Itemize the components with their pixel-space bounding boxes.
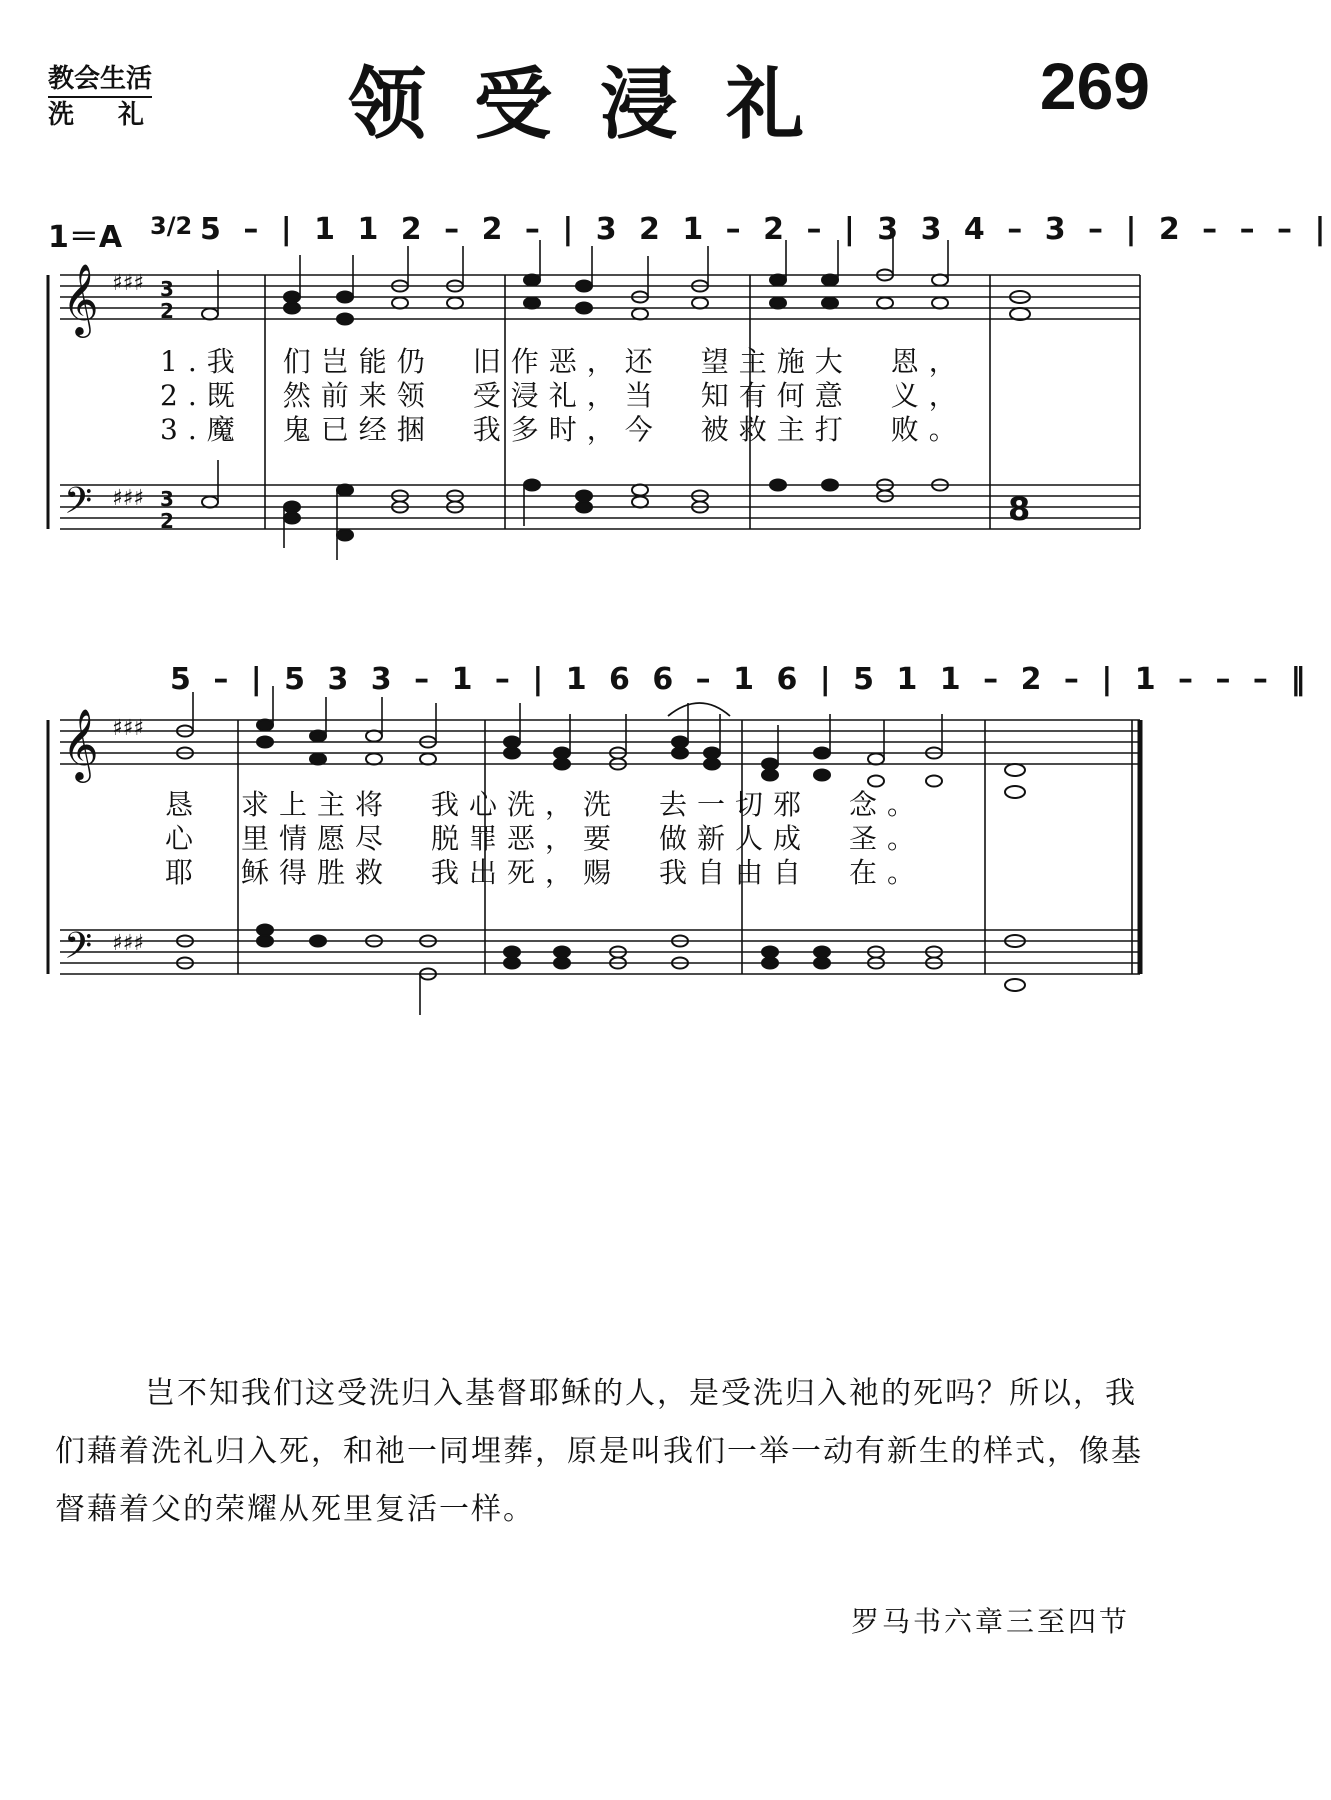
svg-text:♯♯♯: ♯♯♯	[112, 716, 144, 741]
key-signature-label: 1＝A	[48, 220, 123, 255]
lyrics-verse-2-line-2: 心 里情愿尽 脱罪恶，要 做新人成 圣。	[165, 822, 926, 855]
svg-text:2: 2	[160, 299, 174, 323]
lyrics-verse-3-line-2: 耶 稣得胜救 我出死，赐 我自由自 在。	[165, 856, 926, 889]
svg-text:𝄢: 𝄢	[64, 925, 93, 976]
hymn-number: 269	[1039, 49, 1150, 123]
svg-text:2: 2	[160, 509, 174, 533]
jianpu-line-2: 5 – | 5 3 3 – 1 – | 1 6 6 – 1 6 | 5 1 1 – 2 – | 1 – – – ‖	[170, 662, 1312, 697]
time-signature-label: 3/2	[150, 212, 193, 240]
svg-text:3: 3	[160, 487, 174, 511]
svg-text:𝄞: 𝄞	[62, 707, 99, 780]
scripture-verse: 岂不知我们这受洗归入基督耶稣的人，是受洗归入祂的死吗？所以，我们藉着洗礼归入死，和祂一同埋葬，原是叫我们一举一动有新生的样式，像基督藉着父的荣耀从死里复活一样。	[55, 1376, 1143, 1527]
bass-staff-2	[60, 930, 1140, 974]
lyrics-verse-3-line-1: 3.魔 鬼已经捆 我多时，今 被救主打 败。	[160, 413, 967, 446]
hymn-title: 领受浸礼	[347, 60, 852, 150]
lyrics-verse-1-line-1: 1.我 们岂能仍 旧作恶，还 望主施大 恩，	[160, 345, 967, 378]
svg-text:♯♯♯: ♯♯♯	[112, 931, 144, 956]
category-sub: 洗礼	[48, 100, 189, 130]
category-main: 教会生活	[48, 62, 152, 98]
scripture-reference: 罗马书六章三至四节	[850, 1605, 1130, 1638]
svg-text:𝄢: 𝄢	[64, 480, 93, 531]
bass-staff-1	[60, 485, 1140, 529]
lyrics-verse-2-line-1: 2.既 然前来领 受浸礼，当 知有何意 义，	[160, 379, 967, 412]
svg-text:8: 8	[1008, 490, 1031, 528]
treble-staff-1	[60, 275, 1140, 319]
svg-text:♯♯♯: ♯♯♯	[112, 486, 144, 511]
svg-text:𝄞: 𝄞	[62, 262, 99, 335]
treble-staff-2	[60, 720, 1140, 764]
lyrics-verse-1-line-2: 恳 求上主将 我心洗，洗 去一切邪 念。	[165, 788, 926, 821]
svg-text:3: 3	[160, 277, 174, 301]
svg-text:♯♯♯: ♯♯♯	[112, 271, 144, 296]
jianpu-line-1: 5 – | 1 1 2 – 2 – | 3 2 1 – 2 – | 3 3 4 – 3 – | 2 – – – |	[200, 212, 1331, 247]
